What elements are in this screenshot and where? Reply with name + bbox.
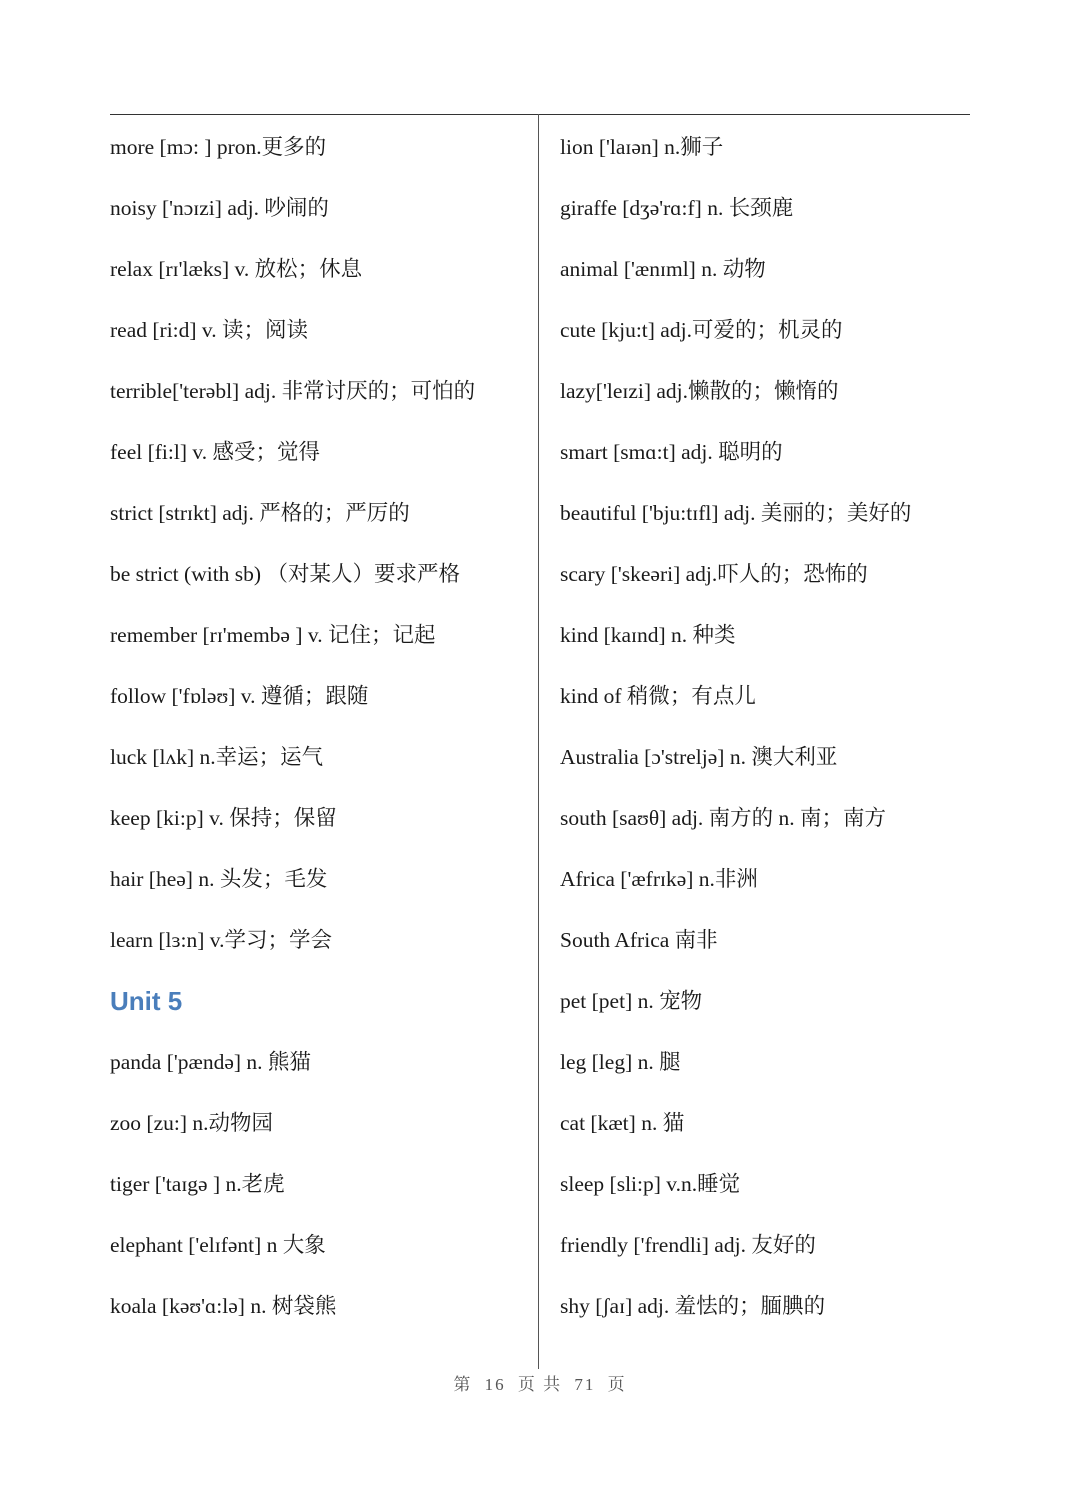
vocab-entry: Africa ['æfrɪkə] n.非洲	[560, 867, 758, 891]
vocab-entry: beautiful ['bju:tɪfl] adj. 美丽的；美好的	[560, 501, 912, 525]
vocab-entry: kind of 稍微；有点儿	[560, 684, 756, 708]
vocab-entry: kind [kaɪnd] n. 种类	[560, 623, 736, 647]
left-column	[110, 117, 530, 1337]
vocab-entry: hair [heə] n. 头发；毛发	[110, 867, 328, 891]
vocab-entry: leg [leg] n. 腿	[560, 1050, 681, 1074]
vocab-entry: relax [rɪ'læks] v. 放松；休息	[110, 257, 363, 281]
right-column	[560, 117, 980, 1337]
top-rule	[110, 114, 970, 115]
vocab-entry: follow ['fɒləʊ] v. 遵循；跟随	[110, 684, 369, 708]
vocab-entry: lion ['laɪən] n.狮子	[560, 135, 724, 159]
vocab-entry: lazy['leɪzi] adj.懒散的；懒惰的	[560, 379, 839, 403]
vocab-entry: tiger ['taɪgə ] n.老虎	[110, 1172, 285, 1196]
footer-prefix: 第	[453, 1375, 473, 1394]
page-footer	[0, 1370, 1080, 1395]
vocab-entry: cat [kæt] n. 猫	[560, 1111, 685, 1135]
vocab-entry: friendly ['frendli] adj. 友好的	[560, 1233, 816, 1257]
total-pages: 71	[574, 1375, 596, 1394]
vocab-entry: strict [strɪkt] adj. 严格的；严厉的	[110, 501, 410, 525]
vocab-entry: zoo [zu:] n.动物园	[110, 1111, 274, 1135]
vocab-entry: Australia [ɔ'streljə] n. 澳大利亚	[560, 745, 838, 769]
vocab-entry: panda ['pændə] n. 熊猫	[110, 1050, 311, 1074]
vocab-entry: koala [kəʊ'ɑ:lə] n. 树袋熊	[110, 1294, 337, 1318]
vocab-entry: south [saʊθ] adj. 南方的 n. 南；南方	[560, 806, 887, 830]
vocab-entry: elephant ['elɪfənt] n 大象	[110, 1233, 326, 1257]
vocab-entry: noisy ['nɔɪzi] adj. 吵闹的	[110, 196, 329, 220]
footer-mid: 页 共	[517, 1375, 563, 1394]
vocab-entry: more [mɔ: ] pron.更多的	[110, 135, 327, 159]
vocab-entry: terrible['terəbl] adj. 非常讨厌的；可怕的	[110, 379, 476, 403]
vocab-entry: smart [smɑ:t] adj. 聪明的	[560, 440, 783, 464]
footer-suffix: 页	[607, 1375, 627, 1394]
page-number: 16	[484, 1375, 506, 1394]
vocab-entry: cute [kju:t] adj.可爱的；机灵的	[560, 318, 843, 342]
vocab-entry: animal ['ænɪml] n. 动物	[560, 257, 766, 281]
vocab-entry: scary ['skeəri] adj.吓人的；恐怖的	[560, 562, 868, 586]
vocab-entry: luck [lʌk] n.幸运；运气	[110, 745, 324, 769]
vocab-entry: feel [fi:l] v. 感受；觉得	[110, 440, 320, 464]
vocab-entry: learn [lɜ:n] v.学习；学会	[110, 928, 332, 952]
column-divider	[538, 114, 539, 1369]
vocab-entry: giraffe [dʒə'rɑ:f] n. 长颈鹿	[560, 196, 794, 220]
vocab-entry: sleep [sli:p] v.n.睡觉	[560, 1172, 741, 1196]
vocab-entry: remember [rɪ'membə ] v. 记住；记起	[110, 623, 436, 647]
vocab-entry: be strict (with sb) （对某人）要求严格	[110, 562, 460, 586]
vocab-entry: pet [pet] n. 宠物	[560, 989, 703, 1013]
vocab-entry: keep [ki:p] v. 保持；保留	[110, 806, 337, 830]
vocab-entry: read [ri:d] v. 读；阅读	[110, 318, 309, 342]
unit-heading: Unit 5	[110, 986, 183, 1016]
vocab-entry: shy [ʃaɪ] adj. 羞怯的；腼腆的	[560, 1294, 826, 1318]
vocab-entry: South Africa 南非	[560, 928, 718, 952]
